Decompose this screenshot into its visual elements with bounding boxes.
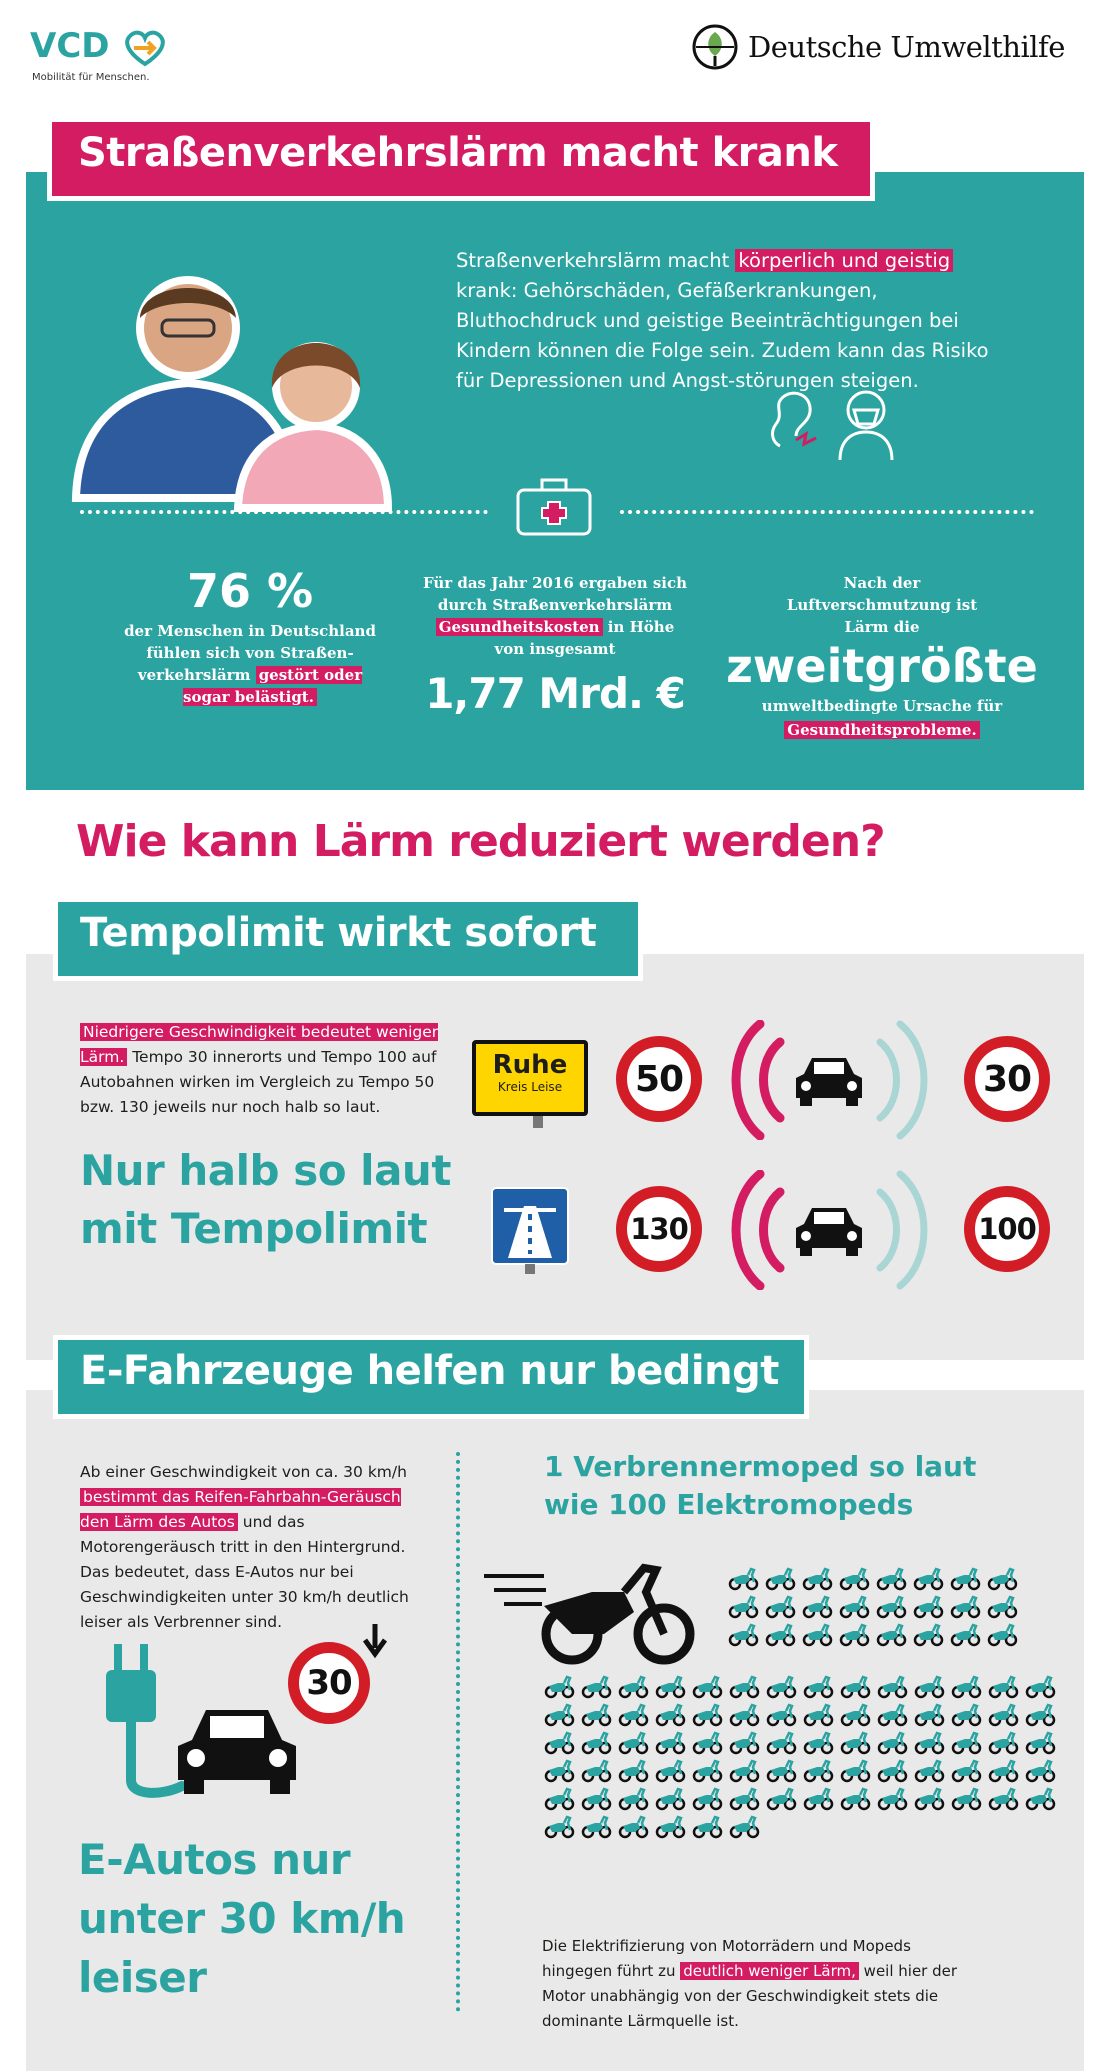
divider-left — [80, 510, 488, 514]
e-moped-icon — [877, 1730, 908, 1756]
section-title: Tempolimit wirkt sofort — [80, 910, 597, 956]
stat-text — [420, 572, 690, 660]
stat-text-part: Für das Jahr 2016 ergaben sich durch Straßenverkehrslärm — [422, 574, 688, 614]
e-moped-icon — [581, 1786, 612, 1812]
moped-text-part: weil hier der Motor unabhängig von der Geschwindigkeit stets die dominante Lärmquelle ist. — [542, 1962, 958, 2030]
e-moped-icon — [544, 1814, 575, 1840]
heart-arrow-icon — [122, 28, 168, 68]
e-moped-icon — [839, 1566, 870, 1592]
e-moped-icon — [803, 1702, 834, 1728]
section-title: E-Fahrzeuge helfen nur bedingt — [80, 1348, 779, 1394]
e-moped-icon — [729, 1814, 760, 1840]
e-moped-icon — [1025, 1702, 1056, 1728]
tempolimit-highlight: Niedrigere Geschwindigkeit bedeutet weniger Lärm. — [80, 1023, 439, 1066]
e-moped-icon — [987, 1622, 1018, 1648]
e-moped-icon — [951, 1758, 982, 1784]
intro-text-part: krank: Gehörschäden, Gefäßerkrankungen, Bluthochdruck und geistige Beeinträchtigungen bei Kindern können die Folge sein. Zudem kann das Risiko für Depressionen und Angst-störungen steigen. — [456, 279, 989, 392]
e-moped-icon — [729, 1758, 760, 1784]
town-sign-title: Ruhe — [492, 1050, 568, 1080]
section-title-banner — [58, 902, 638, 976]
e-moped-icon — [988, 1702, 1019, 1728]
e-moped-icon — [766, 1674, 797, 1700]
e-moped-icon — [618, 1758, 649, 1784]
e-moped-icon — [840, 1758, 871, 1784]
ear-pain-icon — [762, 388, 822, 458]
e-moped-icon — [766, 1702, 797, 1728]
vcd-tagline: Mobilität für Menschen. — [32, 72, 150, 83]
stat-76-percent — [120, 566, 380, 708]
first-aid-kit-icon — [514, 474, 594, 538]
e-moped-icon — [803, 1730, 834, 1756]
heading-line: unter 30 km/h — [78, 1894, 406, 1943]
e-moped-icon — [729, 1730, 760, 1756]
e-moped-icon — [951, 1674, 982, 1700]
e-moped-icon — [913, 1622, 944, 1648]
e-moped-icon — [803, 1674, 834, 1700]
motorcycle-icon — [484, 1556, 704, 1666]
e-moped-icon — [581, 1814, 612, 1840]
e-moped-icon — [1025, 1730, 1056, 1756]
stat-text-part: in Höhe von insgesamt — [494, 618, 675, 658]
e-vehicle-text-part: und das Motorengeräusch tritt in den Hintergrund. Das bedeutet, dass E-Autos nur bei Geschwindigkeiten unter 30 km/h deutlich leiser als Verbrenner sind. — [80, 1513, 409, 1631]
e-moped-icon — [951, 1730, 982, 1756]
e-moped-icon — [765, 1594, 796, 1620]
e-moped-icon — [840, 1674, 871, 1700]
e-moped-icon — [877, 1702, 908, 1728]
e-moped-icon — [655, 1758, 686, 1784]
stat-text-part: umweltbedingte Ursache für — [761, 697, 1003, 715]
e-moped-icon — [1025, 1758, 1056, 1784]
duh-logo — [692, 24, 1092, 74]
car-front-icon — [792, 1052, 866, 1110]
heading-line: leiser — [78, 1953, 207, 2002]
e-moped-icon — [581, 1758, 612, 1784]
e-moped-icon — [840, 1786, 871, 1812]
e-moped-icon — [803, 1758, 834, 1784]
e-moped-icon — [655, 1814, 686, 1840]
e-moped-icon — [876, 1594, 907, 1620]
e-moped-icon — [913, 1566, 944, 1592]
e-moped-icon — [1025, 1786, 1056, 1812]
health-intro-text — [456, 246, 1016, 396]
e-moped-icon — [618, 1730, 649, 1756]
arrow-down-icon — [360, 1622, 390, 1662]
moped-comparison-heading — [544, 1448, 976, 1524]
e-moped-icon — [877, 1786, 908, 1812]
car-front-icon — [792, 1202, 866, 1260]
e-moped-icon — [802, 1566, 833, 1592]
people-covering-ears-image — [58, 258, 398, 518]
e-moped-icon — [951, 1786, 982, 1812]
stat-highlight: gestört oder sogar belästigt. — [183, 666, 363, 706]
speed-sign-50: 50 — [616, 1036, 702, 1122]
e-moped-icon — [987, 1566, 1018, 1592]
autobahn-sign-icon — [490, 1186, 570, 1276]
e-moped-icon — [655, 1674, 686, 1700]
e-moped-icon — [655, 1730, 686, 1756]
e-moped-icon — [950, 1594, 981, 1620]
e-moped-icon — [581, 1702, 612, 1728]
e-autos-heading — [78, 1830, 405, 2007]
e-moped-icon — [728, 1594, 759, 1620]
loud-sound-waves-left — [720, 1020, 790, 1140]
e-moped-icon — [950, 1566, 981, 1592]
e-moped-grid-top — [728, 1566, 1018, 1648]
half-as-loud-heading — [80, 1142, 451, 1258]
e-moped-icon — [839, 1594, 870, 1620]
globe-tree-icon — [692, 24, 738, 70]
e-moped-icon — [913, 1594, 944, 1620]
e-moped-icon — [877, 1674, 908, 1700]
e-moped-icon — [802, 1622, 833, 1648]
tempolimit-text — [80, 1020, 450, 1120]
e-moped-icon — [692, 1758, 723, 1784]
stat-text-part: der Menschen in Deutschland fühlen sich von Straßen-verkehrslärm — [124, 622, 376, 684]
e-moped-icon — [876, 1622, 907, 1648]
loud-sound-waves-left — [720, 1170, 790, 1290]
e-moped-icon — [840, 1702, 871, 1728]
e-moped-icon — [581, 1674, 612, 1700]
e-moped-icon — [729, 1674, 760, 1700]
e-moped-icon — [765, 1622, 796, 1648]
moped-bottom-text — [542, 1934, 962, 2034]
e-moped-icon — [544, 1702, 575, 1728]
stat-text — [120, 620, 380, 708]
moped-highlight: deutlich weniger Lärm, — [680, 1962, 859, 1980]
e-moped-icon — [839, 1622, 870, 1648]
e-moped-icon — [987, 1594, 1018, 1620]
e-moped-icon — [914, 1786, 945, 1812]
vcd-logo — [30, 26, 190, 90]
town-sign-ruhe — [472, 1040, 588, 1116]
e-moped-icon — [1025, 1674, 1056, 1700]
e-moped-icon — [692, 1730, 723, 1756]
e-moped-icon — [914, 1702, 945, 1728]
heading-line: mit Tempolimit — [80, 1204, 428, 1253]
e-moped-icon — [581, 1730, 612, 1756]
e-moped-icon — [618, 1702, 649, 1728]
e-moped-icon — [877, 1758, 908, 1784]
e-moped-icon — [988, 1786, 1019, 1812]
vertical-divider — [456, 1452, 460, 2012]
stat-text — [722, 694, 1042, 742]
intro-text-part: Straßenverkehrslärm macht — [456, 249, 736, 272]
speed-sign-130: 130 — [616, 1186, 702, 1272]
e-moped-icon — [840, 1730, 871, 1756]
e-moped-icon — [766, 1730, 797, 1756]
e-vehicle-text-part: Ab einer Geschwindigkeit von ca. 30 km/h — [80, 1463, 407, 1481]
e-moped-icon — [765, 1566, 796, 1592]
stat-health-costs — [420, 572, 690, 720]
speed-sign-30: 30 — [288, 1642, 370, 1724]
car-front-icon — [172, 1700, 302, 1800]
e-moped-icon — [950, 1622, 981, 1648]
tempolimit-text-part: Tempo 30 innerorts und Tempo 100 auf Autobahnen wirken im Vergleich zu Tempo 50 bzw. 130 jeweils nur noch halb so laut. — [80, 1048, 437, 1116]
e-moped-icon — [729, 1702, 760, 1728]
e-moped-icon — [802, 1594, 833, 1620]
intro-highlight: körperlich und geistig — [735, 249, 953, 272]
e-moped-icon — [544, 1786, 575, 1812]
heading-line: 1 Verbrennermoped so laut — [544, 1450, 977, 1483]
e-moped-icon — [618, 1814, 649, 1840]
e-moped-icon — [914, 1730, 945, 1756]
e-moped-icon — [728, 1622, 759, 1648]
e-moped-icon — [803, 1786, 834, 1812]
vcd-logo-text: VCD — [30, 26, 110, 66]
e-moped-icon — [655, 1786, 686, 1812]
stat-highlight: Gesundheitskosten — [436, 618, 603, 636]
e-moped-icon — [544, 1758, 575, 1784]
e-moped-grid-bottom — [544, 1674, 1056, 1840]
e-moped-icon — [914, 1758, 945, 1784]
e-moped-icon — [766, 1758, 797, 1784]
e-moped-icon — [692, 1702, 723, 1728]
section-title-banner — [52, 122, 870, 196]
e-moped-icon — [544, 1730, 575, 1756]
e-moped-icon — [692, 1786, 723, 1812]
heading-line: Nur halb so laut — [80, 1146, 451, 1195]
speed-sign-30: 30 — [964, 1036, 1050, 1122]
stat-value: 1,77 Mrd. € — [425, 669, 685, 718]
stat-value: 76 % — [186, 564, 314, 618]
duh-logo-text: Deutsche Umwelthilfe — [748, 30, 1065, 64]
e-vehicle-text — [80, 1460, 420, 1635]
stat-second-largest — [722, 572, 1042, 742]
e-moped-icon — [618, 1786, 649, 1812]
section-title: Straßenverkehrslärm macht krank — [78, 130, 838, 176]
stat-text: Nach der Luftverschmutzung ist Lärm die — [786, 574, 978, 636]
town-sign-subtitle: Kreis Leise — [497, 1080, 563, 1094]
e-moped-icon — [544, 1674, 575, 1700]
stat-highlight: Gesundheitsprobleme. — [784, 721, 979, 739]
e-moped-icon — [692, 1814, 723, 1840]
e-moped-icon — [914, 1674, 945, 1700]
divider-right — [620, 510, 1034, 514]
quiet-sound-waves-right — [870, 1020, 940, 1140]
stat-value: zweitgrößte — [726, 639, 1038, 693]
e-moped-icon — [729, 1786, 760, 1812]
sick-child-icon — [834, 386, 898, 462]
e-moped-icon — [876, 1566, 907, 1592]
e-vehicle-highlight: bestimmt das Reifen-Fahrbahn-Geräusch den Lärm des Autos — [80, 1488, 401, 1531]
e-moped-icon — [728, 1566, 759, 1592]
section-title-banner — [58, 1340, 804, 1414]
e-moped-icon — [988, 1758, 1019, 1784]
quiet-sound-waves-right — [870, 1170, 940, 1290]
e-moped-icon — [951, 1702, 982, 1728]
question-heading: Wie kann Lärm reduziert werden? — [76, 816, 885, 867]
speed-sign-100: 100 — [964, 1186, 1050, 1272]
heading-line: wie 100 Elektromopeds — [544, 1488, 914, 1521]
heading-line: E-Autos nur — [78, 1835, 351, 1884]
moped-text-part: Die Elektrifizierung von Motorrädern und Mopeds hingegen führt zu — [542, 1937, 911, 1980]
e-moped-icon — [988, 1674, 1019, 1700]
e-moped-icon — [766, 1786, 797, 1812]
e-moped-icon — [655, 1702, 686, 1728]
e-moped-icon — [692, 1674, 723, 1700]
e-moped-icon — [988, 1730, 1019, 1756]
e-moped-icon — [618, 1674, 649, 1700]
sign-post — [533, 1116, 543, 1128]
